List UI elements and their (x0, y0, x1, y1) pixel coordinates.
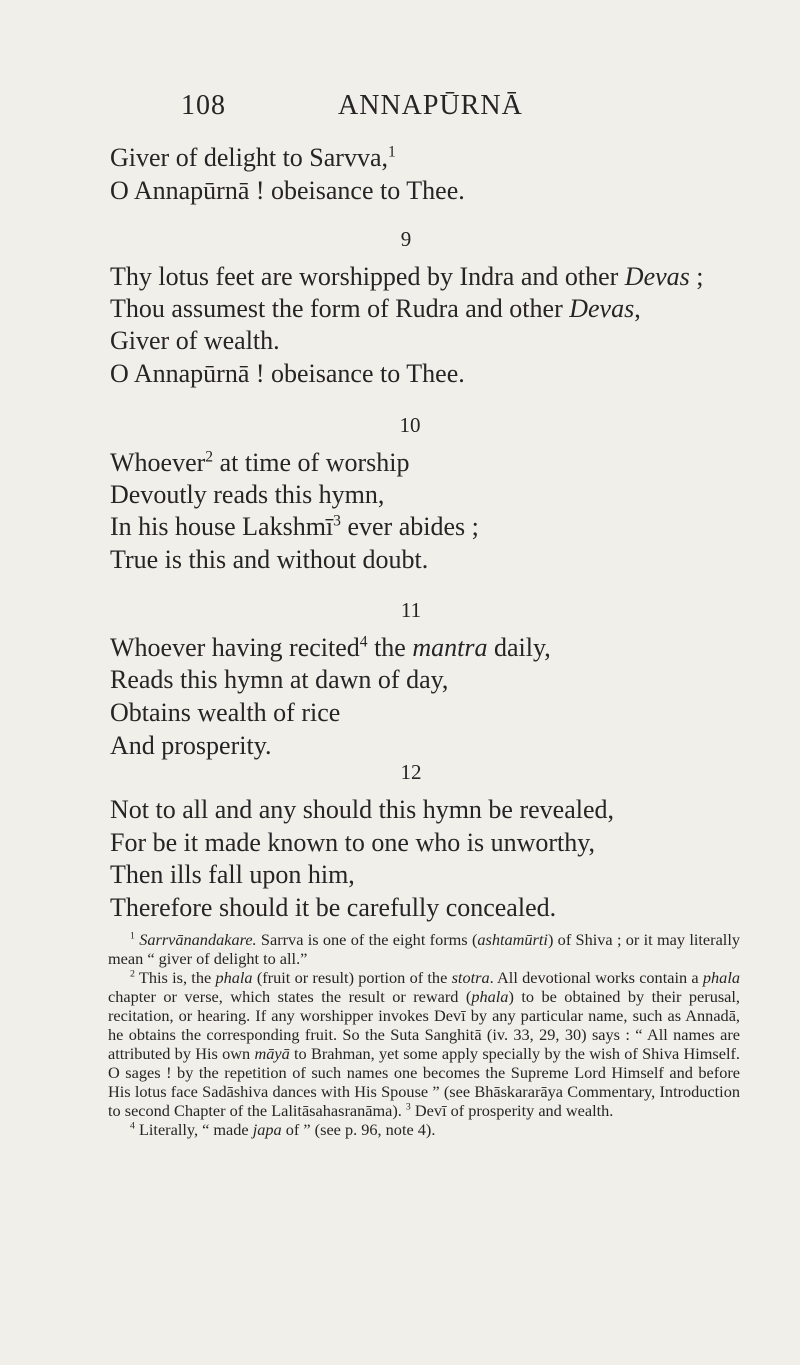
verse-line: Obtains wealth of rice (110, 698, 341, 727)
verse-line: Reads this hymn at dawn of day, (110, 665, 449, 694)
footnote-2: $^2$ This is, the phala (fruit or result) portion of the stotra. All devotional works contain a phala chapter or verse, which states the result or reward (phala) to be obtained by their perusal, recitation, or hearing. If any worshipper invokes Devī by any particular name, such as Annadā, he obtains the corresponding fruit. So the Suta Sanghitā (iv. 33, 29, 30) says : “ All names are attributed by His own māyā to Brahman, yet some apply specially by the wish of Shiva Himself. O sages ! by the repetition of such names one becomes the Supreme Lord Himself and before His lotus face Sadāshiva dances with His Spouse ” (see Bhāskararāya Commentary, Introduction to second Chapter of the Lalitāsahasranāma). $^3$ Devī of prosperity and wealth. (108, 968, 741, 1120)
footnote-4: $^4$ Literally, “ made japa of ” (see p. 96, note 4). (130, 1120, 436, 1139)
verse-line: Thy lotus feet are worshipped by Indra and other Devas ; (110, 262, 704, 291)
verse-line: Whoever having recited$^4$ the mantra daily, (110, 633, 551, 662)
page-header (0, 90, 800, 130)
verse-line: And prosperity. (110, 731, 272, 760)
verse-line: Giver of wealth. (110, 326, 280, 355)
verse-line: In his house Lakshmī$^3$ ever abides ; (110, 512, 479, 541)
verse-line: O Annapūrnā ! obeisance to Thee. (110, 359, 465, 388)
verse-line: True is this and without doubt. (110, 545, 429, 574)
stanza-number: 9 (400, 227, 412, 251)
page-number: 108 (181, 90, 226, 121)
verse-line: O Annapūrnā ! obeisance to Thee. (110, 176, 465, 205)
footnote-mark: 2 (205, 448, 214, 466)
verse-line: Whoever$^2$ at time of worship (110, 448, 410, 477)
stanza-number: 12 (400, 760, 422, 784)
verse-line: For be it made known to one who is unworthy, (110, 828, 596, 857)
verse-line: Not to all and any should this hymn be revealed, (110, 795, 615, 824)
footnote-mark: 4 (359, 633, 368, 651)
verse-line: Giver of delight to Sarvva,$^1$ (110, 143, 396, 172)
running-title: ANNAPŪRNĀ (338, 90, 523, 121)
verse-line: Then ills fall upon him, (110, 860, 355, 889)
footnote-mark: 1 (388, 143, 396, 161)
verse-line: Devoutly reads this hymn, (110, 480, 385, 509)
stanza-number: 11 (400, 598, 422, 622)
stanza-number: 10 (399, 413, 421, 437)
verse-line: Thou assumest the form of Rudra and other Devas, (110, 294, 641, 323)
verse-line: Therefore should it be carefully concealed. (110, 893, 557, 922)
footnote-mark: 3 (333, 512, 341, 530)
footnote-1: $^1$ Sarrvānandakare. Sarrva is one of the eight forms (ashtamūrti) of Shiva ; or it may literally mean “ giver of delight to all.” (108, 930, 740, 968)
footnotes (108, 930, 740, 1139)
footnote-mark-3: 3 (405, 1101, 411, 1113)
